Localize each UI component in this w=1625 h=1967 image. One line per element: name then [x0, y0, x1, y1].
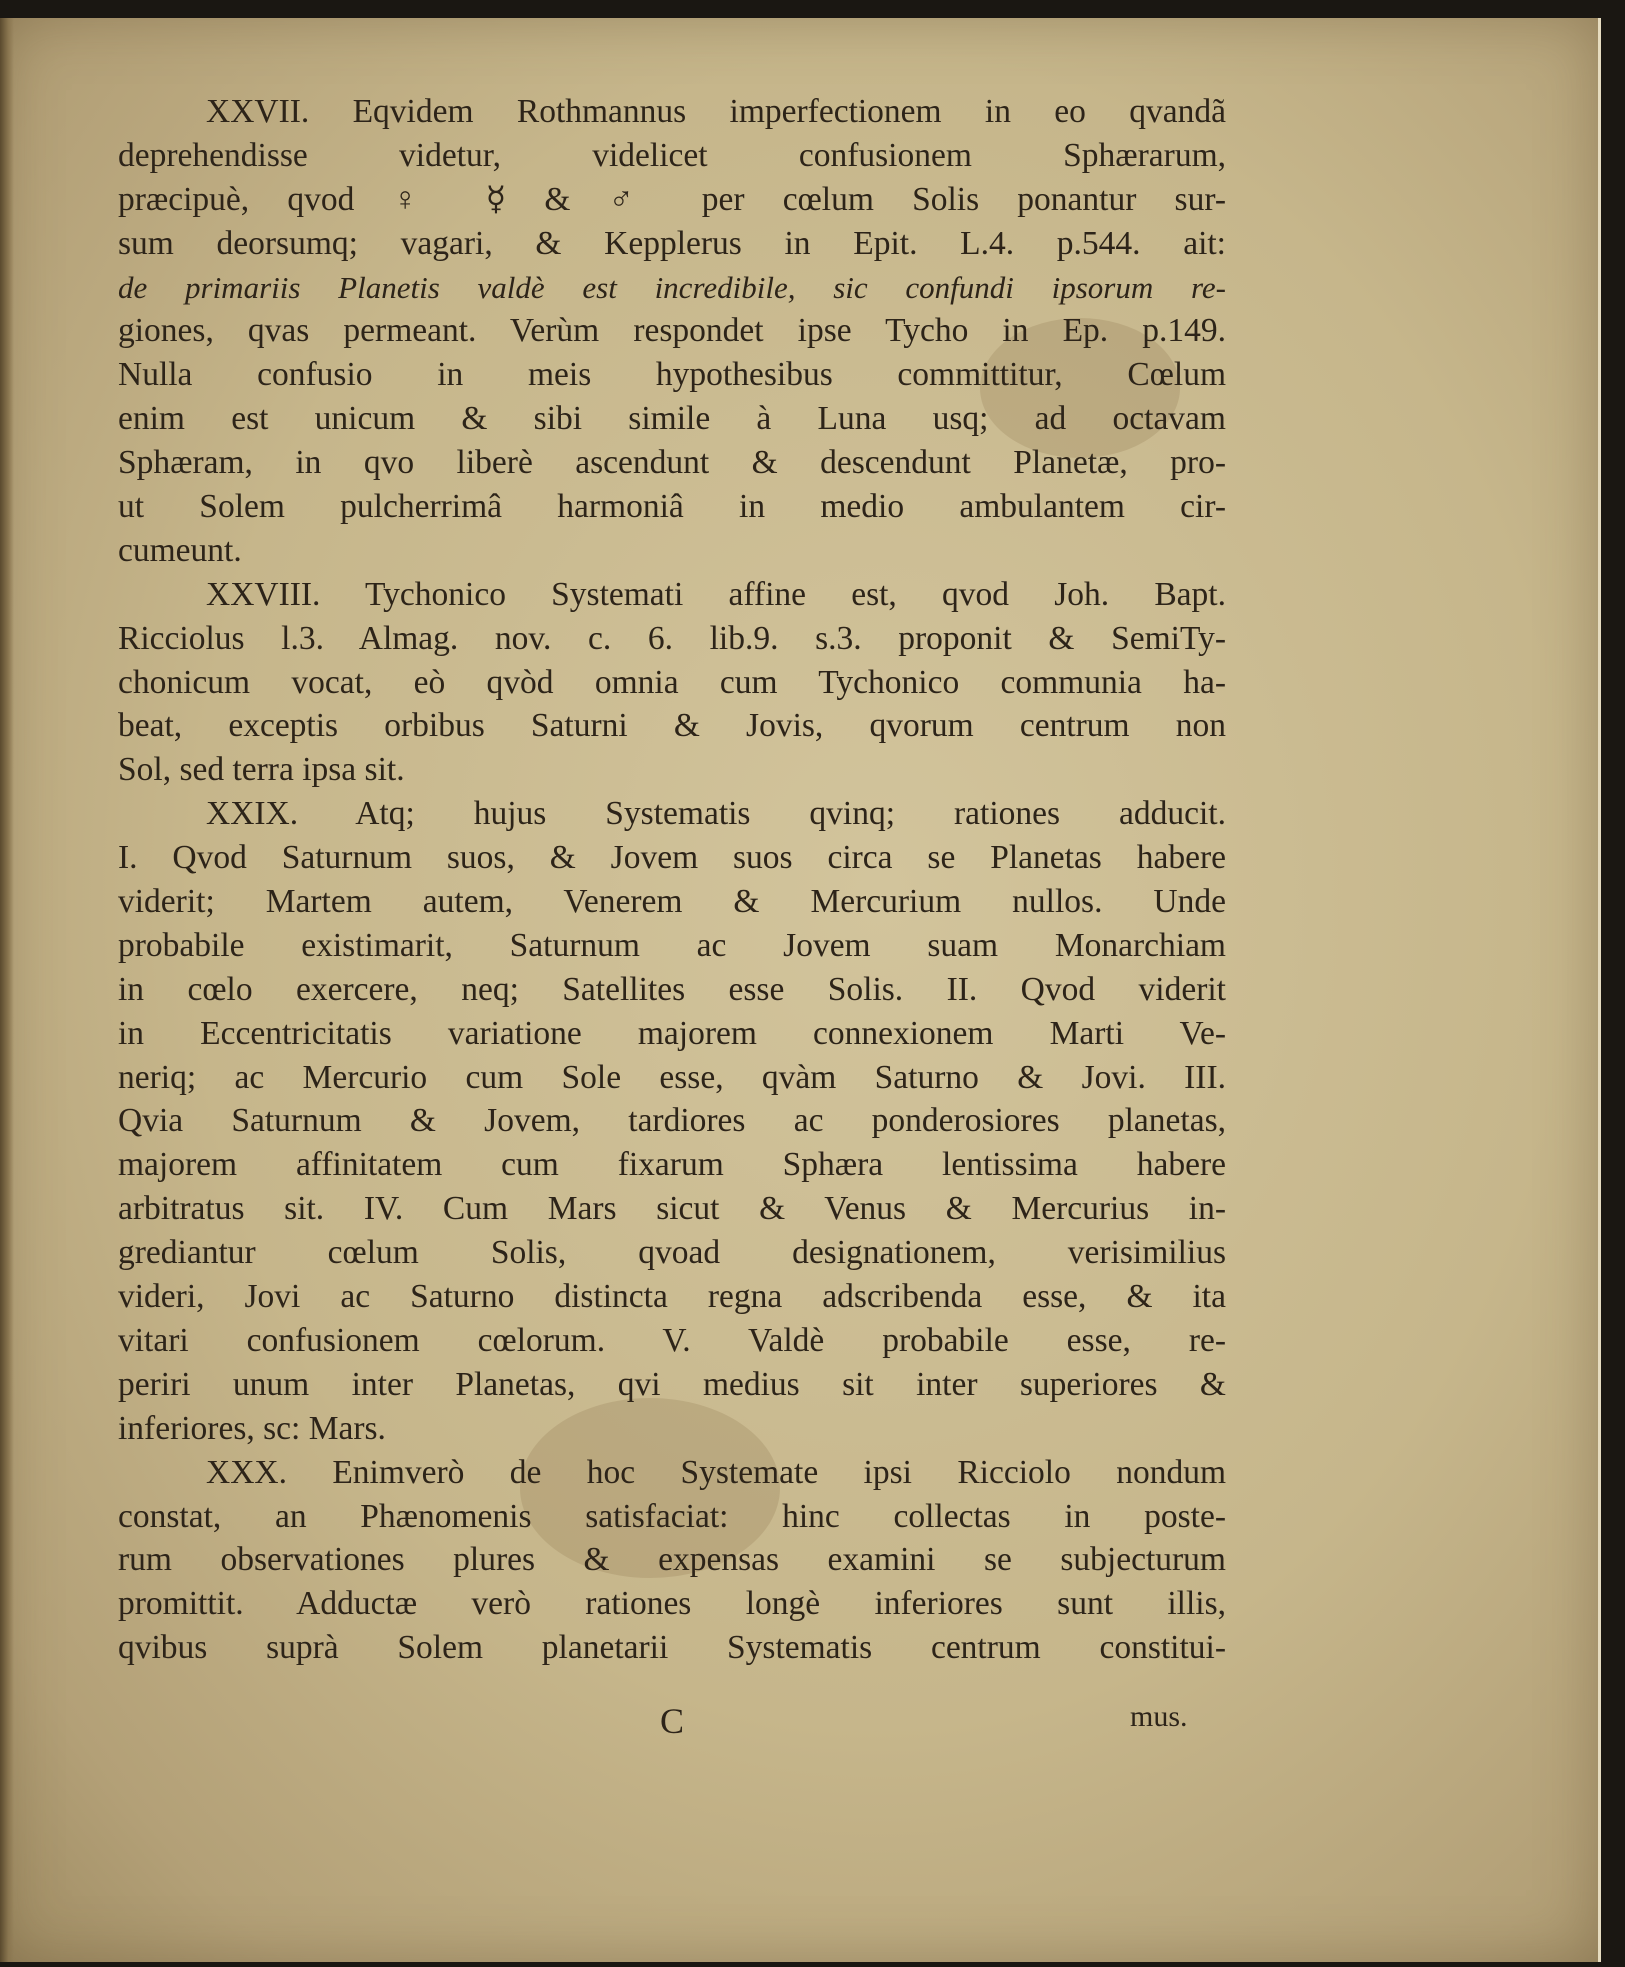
text-line: beat, exceptis orbibus Saturni & Jovis, qvorum centrum non: [118, 707, 1226, 745]
text-line: in cœlo exercere, neq; Satellites esse Solis. II. Qvod viderit: [118, 970, 1226, 1008]
text-line: Qvia Saturnum & Jovem, tardiores ac ponderosiores planetas,: [118, 1102, 1226, 1140]
text-line: Ricciolus l.3. Almag. nov. c. 6. lib.9. s.3. proponit & SemiTy-: [118, 619, 1226, 657]
body-text: [118, 90, 1226, 1670]
signature-mark: C: [660, 1701, 685, 1741]
text-line: enim est unicum & sibi simile à Luna usq; ad octavam: [118, 400, 1226, 438]
text-line: I. Qvod Saturnum suos, & Jovem suos circa se Planetas habere: [118, 839, 1226, 877]
text-line: probabile existimarit, Saturnum ac Jovem suam Monarchiam: [118, 926, 1226, 964]
text-line: rum observationes plures & expensas examini se subjecturum: [118, 1541, 1226, 1579]
text-line: XXVII. Eqvidem Rothmannus imperfectionem in eo qvandã: [206, 93, 1226, 130]
text-line: vitari confusionem cœlorum. V. Valdè probabile esse, re-: [118, 1321, 1226, 1359]
text-line: Sol, sed terra ipsa sit.: [118, 751, 405, 789]
text-line: præcipuè, qvod ♀ ☿ & ♂ per cœlum Solis ponantur sur-: [118, 180, 1226, 218]
text-line: Sphæram, in qvo liberè ascendunt & descendunt Planetæ, pro-: [118, 444, 1226, 482]
text-line: viderit; Martem autem, Venerem & Mercurium nullos. Unde: [118, 883, 1226, 921]
text-line: XXVIII. Tychonico Systemati affine est, qvod Joh. Bapt.: [206, 575, 1226, 613]
text-line: deprehendisse videtur, videlicet confusionem Sphærarum,: [118, 136, 1226, 174]
text-line: ut Solem pulcherrimâ harmoniâ in medio ambulantem cir-: [118, 488, 1226, 526]
text-line: in Eccentricitatis variatione majorem connexionem Marti Ve-: [118, 1014, 1226, 1052]
text-line: XXIX. Atq; hujus Systematis qvinq; rationes adducit.: [206, 795, 1226, 833]
text-line: giones, qvas permeant. Verùm respondet ipse Tycho in Ep. p.149.: [118, 312, 1226, 350]
text-line: sum deorsumq; vagari, & Kepplerus in Epit. L.4. p.544. ait:: [118, 224, 1226, 262]
catchword: mus.: [1130, 1700, 1188, 1733]
text-line: periri unum inter Planetas, qvi medius sit inter superiores &: [118, 1365, 1226, 1403]
text-line: de primariis Planetis valdè est incredibile, sic confundi ipsorum re-: [118, 269, 1226, 305]
text-line: chonicum vocat, eò qvòd omnia cum Tychonico communia ha-: [118, 663, 1226, 701]
text-line: neriq; ac Mercurio cum Sole esse, qvàm Saturno & Jovi. III.: [118, 1058, 1226, 1096]
text-line: promittit. Adductæ verò rationes longè inferiores sunt illis,: [118, 1585, 1226, 1623]
text-line: cumeunt.: [118, 531, 242, 569]
book-page: [0, 18, 1601, 1962]
text-line: videri, Jovi ac Saturno distincta regna adscribenda esse, & ita: [118, 1278, 1226, 1316]
text-line: qvibus suprà Solem planetarii Systematis centrum constitui-: [118, 1629, 1226, 1667]
text-line: arbitratus sit. IV. Cum Mars sicut & Venus & Mercurius in-: [118, 1190, 1226, 1228]
text-line: majorem affinitatem cum fixarum Sphæra lentissima habere: [118, 1146, 1226, 1184]
text-line: Nulla confusio in meis hypothesibus committitur, Cœlum: [118, 356, 1226, 394]
text-line: XXX. Enimverò de hoc Systemate ipsi Ricciolo nondum: [206, 1453, 1226, 1491]
text-line: constat, an Phænomenis satisfaciat: hinc collectas in poste-: [118, 1497, 1226, 1535]
text-line: grediantur cœlum Solis, qvoad designationem, verisimilius: [118, 1234, 1226, 1272]
text-line: inferiores, sc: Mars.: [118, 1409, 386, 1447]
